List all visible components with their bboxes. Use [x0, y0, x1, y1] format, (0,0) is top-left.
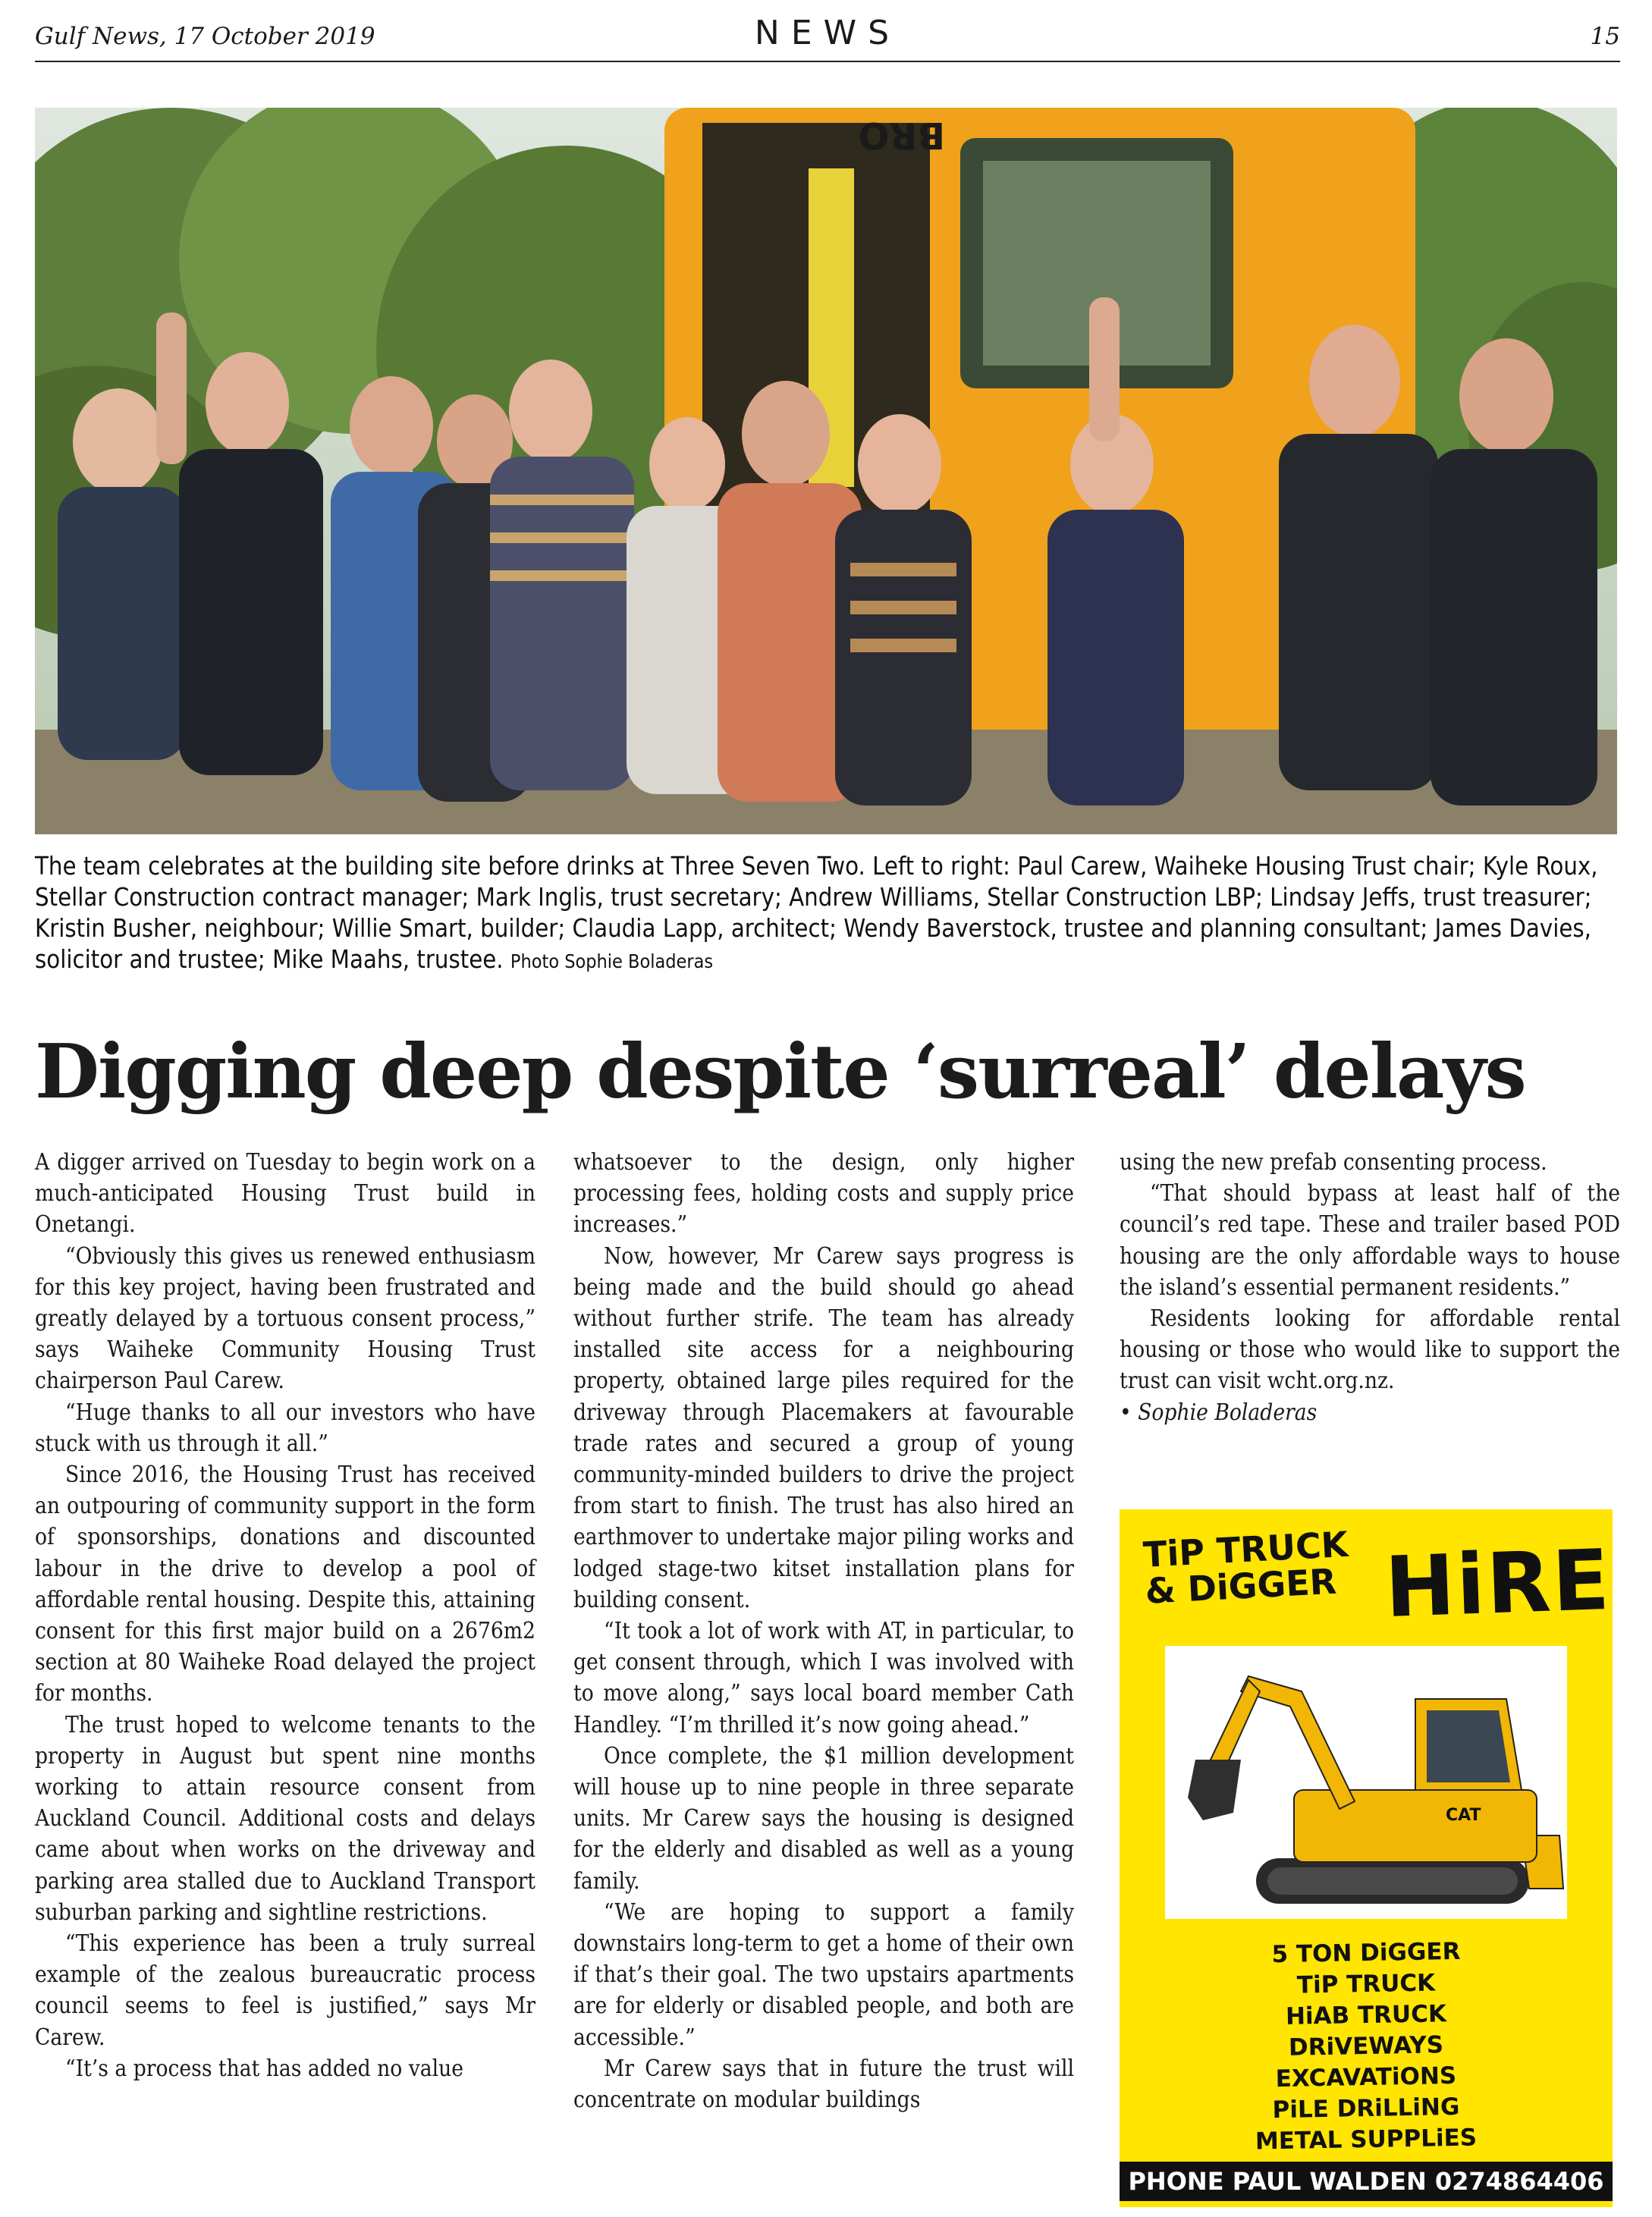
excavator-icon [1165, 1646, 1567, 1919]
section-label: NEWS [754, 14, 901, 52]
article-column-2 [573, 1147, 1074, 2115]
paragraph: Residents looking for affordable rental housing or those who would like to support the trust can visit wcht.org.nz. [1120, 1305, 1620, 1394]
digger-cab-text: BRO [858, 114, 945, 156]
photo-credit: Photo Sophie Boladeras [510, 950, 714, 972]
service-item: PiLE DRiLLiNG [1272, 2093, 1460, 2124]
advert-services-list [1120, 1938, 1613, 2156]
advert-title-small [1142, 1523, 1351, 1612]
publication-date: Gulf News, 17 October 2019 [35, 23, 375, 50]
paragraph: whatsoever to the design, only higher processing fees, holding costs and supply price increases.” [573, 1149, 1074, 1238]
paragraph: “That should bypass at least half of the council’s red tape. These and trailer based POD housing are the only affordable ways to house the island’s essential permanent residents.” [1120, 1180, 1620, 1300]
excavator-image [1165, 1646, 1567, 1919]
paragraph: “We are hoping to support a family downstairs long-term to get a home of their own if that’s their goal. The two upstairs apartments are for elderly or disabled people, and both are accessible.” [573, 1898, 1074, 2050]
caption-text: The team celebrates at the building site before drinks at Three Seven Two. Left to right: Paul Carew, Waiheke Housing Trust chair; Kyle Roux, Stellar Construction contract manager; Mark Inglis, trust secretary; Andrew Williams, Stellar Construction LBP; Lindsay Jeffs, trust treasurer; Kristin Busher, neighbour; Willie Smart, builder; Claudia Lapp, architect; Wendy Baverstock, trustee and planning consultant; James Davies, solicitor and trustee; Mike Maahs, trustee. [35, 852, 1598, 974]
page-number: 15 [1590, 23, 1620, 50]
photo-caption [35, 851, 1620, 977]
page-header [35, 14, 1620, 62]
header-rule [35, 61, 1620, 62]
advert-digger-brand: CAT [1446, 1806, 1481, 1825]
paragraph: “It took a lot of work with AT, in particular, to get consent through, which I was involved with to move along,” says local board member Cath Handley. “I’m thrilled it’s now going ahead.” [573, 1618, 1074, 1738]
advert-title [1142, 1523, 1613, 1650]
paragraph: “This experience has been a truly surreal example of the zealous bureaucratic process council seems to feel is justified,” says Mr Carew. [35, 1930, 535, 2050]
article-byline: • Sophie Boladeras [1120, 1399, 1318, 1425]
paragraph: “Obviously this gives us renewed enthusiasm for this key project, having been frustrated and greatly delayed by a tortuous consent process,” says Waiheke Community Housing Trust chairperson Paul Carew. [35, 1242, 535, 1394]
paragraph: using the new prefab consenting process. [1120, 1149, 1547, 1175]
advert-title-big: HiRE [1383, 1531, 1613, 1637]
article-column-1 [35, 1147, 535, 2084]
paragraph: A digger arrived on Tuesday to begin work on a much-anticipated Housing Trust build in Onetangi. [35, 1149, 535, 1238]
paragraph: Mr Carew says that in future the trust will concentrate on modular buildings [573, 2055, 1074, 2113]
team-photo-illustration [35, 108, 1617, 834]
service-item: DRiVEWAYS [1288, 2031, 1444, 2062]
service-item: METAL SUPPLiES [1255, 2124, 1478, 2156]
paragraph: “It’s a process that has added no value [65, 2055, 464, 2081]
advert-phone-bar: PHONE PAUL WALDEN 0274864406 [1120, 2162, 1613, 2201]
paragraph: “Huge thanks to all our investors who have stuck with us through it all.” [35, 1399, 535, 1456]
service-item: HiAB TRUCK [1285, 2000, 1447, 2030]
paragraph: Since 2016, the Housing Trust has received an outpouring of community support in the form of sponsorships, donations and discounted labour in the drive to develop a pool of affordable rental housing. Despite this, attaining consent for this first major build on a 2676m2 section at 80 Waiheke Road delayed the project for months. [35, 1462, 535, 1707]
paragraph: Now, however, Mr Carew says progress is being made and the build should go ahead without further strife. The team has already installed site access for a neighbouring property, obtained large piles required for the driveway through Placemakers at favourable trade rates and secured a group of young community-minded builders to drive the project from start to finish. The trust has also hired an earthmover to undertake major piling works and lodged stage-two kitset installation plans for building consent. [573, 1242, 1074, 1613]
paragraph: Once complete, the $1 million development will house up to nine people in three separate units. Mr Carew says the housing is designed for the elderly and disabled as well as a young family. [573, 1742, 1074, 1894]
tip-truck-advert [1120, 1509, 1613, 2207]
article-headline: Digging deep despite ‘surreal’ delays [35, 1028, 1525, 1116]
article-column-3 [1120, 1147, 1620, 1428]
advert-title-line-1: TiP TRUCK [1142, 1523, 1349, 1575]
service-item: 5 TON DiGGER [1271, 1937, 1461, 1969]
advert-title-line-2: & DiGGER [1144, 1560, 1338, 1612]
team-photo [35, 108, 1617, 834]
paragraph: The trust hoped to welcome tenants to the property in August but spent nine months working to attain resource consent from Auckland Council. Additional costs and delays came about when works on the driveway and parking area stalled due to Auckland Transport suburban parking and sightline restrictions. [35, 1711, 535, 1925]
service-item: TiP TRUCK [1296, 1969, 1436, 1999]
service-item: EXCAVATiONS [1275, 2062, 1457, 2093]
